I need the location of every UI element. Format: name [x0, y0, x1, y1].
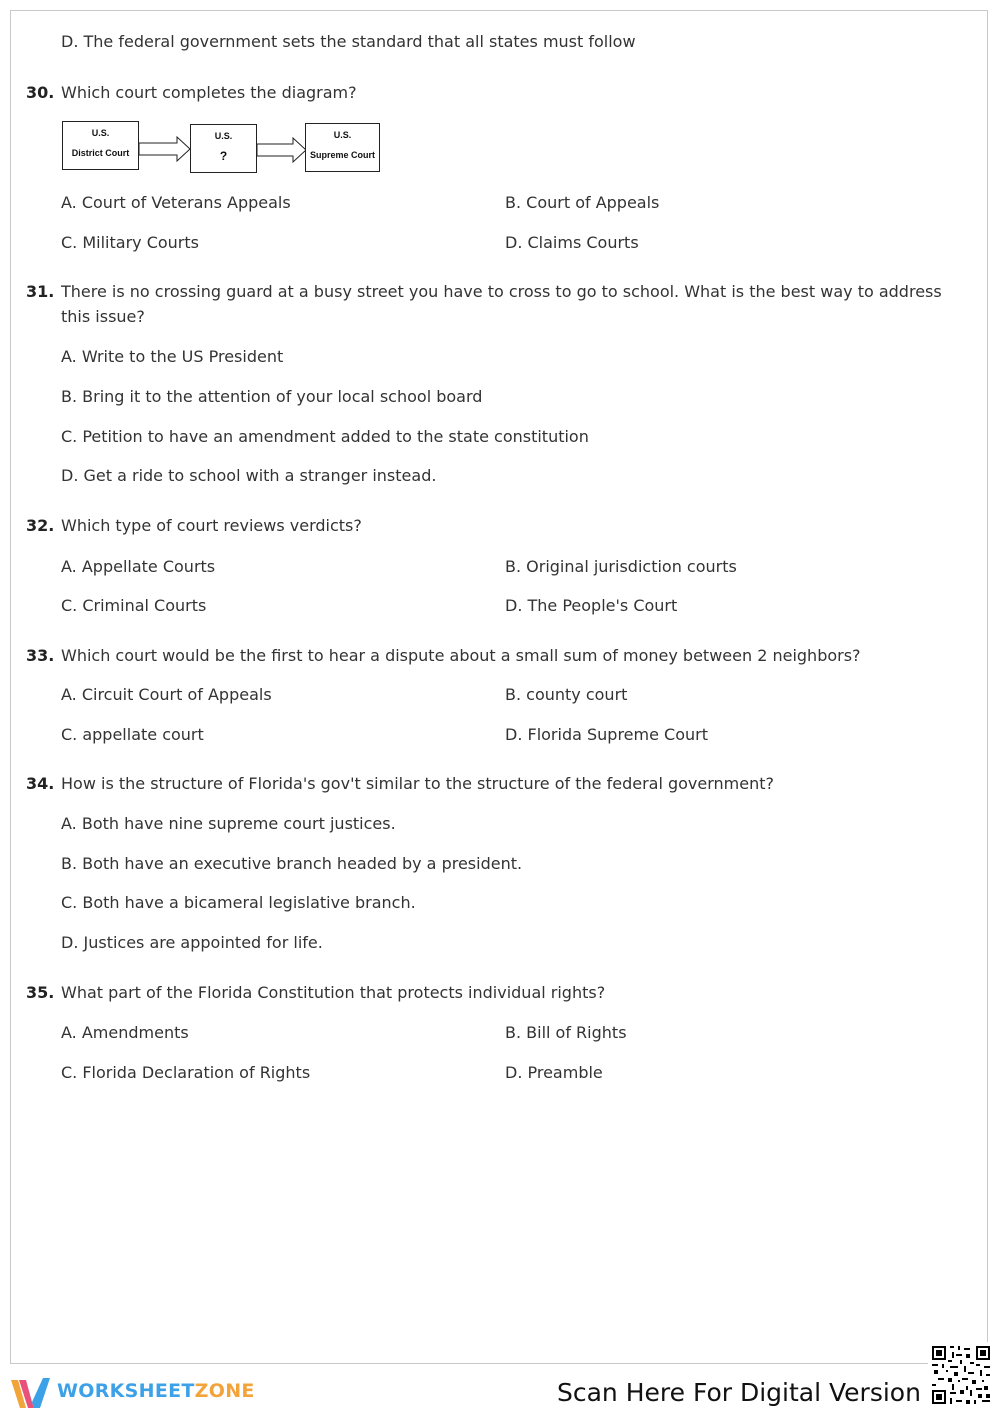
scan-prompt: Scan Here For Digital Version — [557, 1378, 921, 1407]
option-c-35[interactable]: C. Florida Declaration of Rights — [61, 1063, 311, 1082]
qr-code-icon[interactable] — [928, 1342, 994, 1408]
diagram-box-district-line2: District Court — [71, 148, 130, 158]
diagram-box-unknown-line1: U.S. — [214, 131, 233, 141]
option-a-34[interactable]: A. Both have nine supreme court justices. — [61, 814, 396, 833]
option-b-33[interactable]: B. county court — [505, 685, 628, 704]
worksheetzone-logo-icon — [10, 1376, 54, 1412]
option-b-31[interactable]: B. Bring it to the attention of your local school board — [61, 387, 483, 406]
option-c-34[interactable]: C. Both have a bicameral legislative branch. — [61, 893, 416, 912]
option-a-30[interactable]: A. Court of Veterans Appeals — [61, 193, 291, 212]
option-d-35[interactable]: D. Preamble — [505, 1063, 603, 1082]
arrow-right-icon — [257, 137, 307, 163]
question-text-33: Which court would be the first to hear a dispute about a small sum of money between 2 neighbors? — [61, 646, 861, 665]
option-c-31[interactable]: C. Petition to have an amendment added to the state constitution — [61, 427, 589, 446]
option-c-32[interactable]: C. Criminal Courts — [61, 596, 207, 615]
diagram-box-unknown — [190, 124, 257, 173]
brand-name-worksheet: WORKSHEET — [57, 1380, 195, 1402]
option-b-30[interactable]: B. Court of Appeals — [505, 193, 660, 212]
arrow-right-icon — [139, 136, 191, 162]
question-text-31: There is no crossing guard at a busy street you have to cross to go to school. What is the best way to address this issue? — [61, 282, 942, 326]
question-number-33: 33. — [26, 646, 55, 665]
question-text-34: How is the structure of Florida's gov't similar to the structure of the federal government? — [61, 774, 775, 793]
question-number-31: 31. — [26, 282, 55, 301]
option-b-35[interactable]: B. Bill of Rights — [505, 1023, 627, 1042]
court-diagram — [61, 120, 383, 176]
question-text-32: Which type of court reviews verdicts? — [61, 516, 362, 535]
question-text-30: Which court completes the diagram? — [61, 83, 357, 102]
option-d-33[interactable]: D. Florida Supreme Court — [505, 725, 708, 744]
option-d-34[interactable]: D. Justices are appointed for life. — [61, 933, 323, 952]
option-a-32[interactable]: A. Appellate Courts — [61, 557, 216, 576]
question-number-30: 30. — [26, 83, 55, 102]
option-b-32[interactable]: B. Original jurisdiction courts — [505, 557, 737, 576]
diagram-box-district — [62, 121, 139, 170]
option-a-33[interactable]: A. Circuit Court of Appeals — [61, 685, 272, 704]
diagram-box-unknown-line2: ? — [219, 149, 228, 163]
option-c-33[interactable]: C. appellate court — [61, 725, 204, 744]
option-d-31[interactable]: D. Get a ride to school with a stranger instead. — [61, 466, 437, 485]
question-text-35: What part of the Florida Constitution that protects individual rights? — [61, 983, 606, 1002]
question-number-35: 35. — [26, 983, 55, 1002]
diagram-box-supreme-line2: Supreme Court — [309, 150, 375, 160]
option-d-32[interactable]: D. The People's Court — [505, 596, 678, 615]
diagram-box-supreme-line1: U.S. — [333, 130, 352, 140]
diagram-box-supreme — [305, 123, 380, 172]
diagram-box-district-line1: U.S. — [91, 128, 110, 138]
brand-name-zone: ZONE — [194, 1380, 255, 1402]
option-b-34[interactable]: B. Both have an executive branch headed by a president. — [61, 854, 523, 873]
option-c-30[interactable]: C. Military Courts — [61, 233, 199, 252]
brand-name[interactable] — [57, 1380, 255, 1402]
option-d-29: D. The federal government sets the standard that all states must follow — [61, 32, 636, 51]
question-number-34: 34. — [26, 774, 55, 793]
option-d-30[interactable]: D. Claims Courts — [505, 233, 639, 252]
option-a-35[interactable]: A. Amendments — [61, 1023, 189, 1042]
question-number-32: 32. — [26, 516, 55, 535]
option-a-31[interactable]: A. Write to the US President — [61, 347, 284, 366]
